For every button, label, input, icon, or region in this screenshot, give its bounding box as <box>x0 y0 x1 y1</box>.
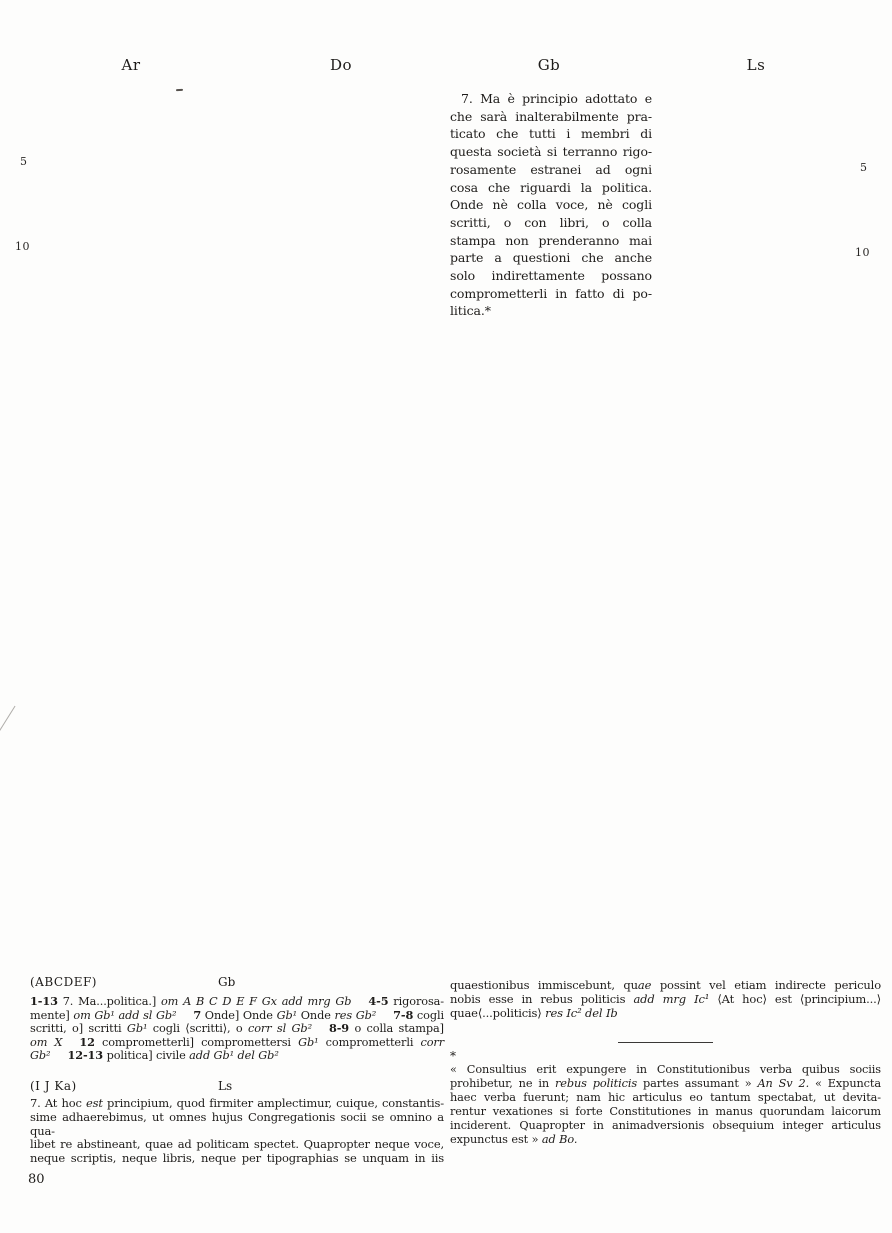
text-line: solo indirettamente possano <box>450 268 652 284</box>
text-line: Onde nè colla voce, nè cogli <box>450 197 652 213</box>
text-line: comprometterli in fatto di po- <box>450 285 652 301</box>
latin-line: 7. At hoc est principium, quod firmiter amplectimur, cuique, constantis- <box>30 1095 444 1110</box>
column-header-ar: Ar <box>121 56 141 74</box>
footnote-line: haec verba fuerunt; nam hic articulus eo tantum spectabat, ut devita- <box>450 1090 881 1104</box>
gb-passage <box>450 90 652 320</box>
apparatus-line: om X 12 comprometterli] compromettersi Gb¹ comprometterli corr <box>30 1034 445 1049</box>
column-header-ls: Ls <box>746 56 766 74</box>
latin-line: libet re abstineant, quae ad politicam spectet. Quapropter neque voce, <box>30 1137 444 1152</box>
text-line: litica.* <box>450 303 491 319</box>
text-line: cosa che riguardi la politica. <box>450 179 652 195</box>
apparatus-witnesses-label: (ABCDEF) <box>30 975 97 989</box>
margin-line-number-left-10: 10 <box>15 240 30 253</box>
footnote-separator <box>618 1042 713 1043</box>
footnote-line: inciderent. Quapropter in animadversionis obsequium integer articulus <box>450 1118 881 1132</box>
apparatus-line: 1-13 7. Ma...politica.] om A B C D E F Gx add mrg Gb 4-5 rigorosa- <box>30 994 444 1008</box>
ls-header <box>30 1079 444 1094</box>
latin-line: nobis esse in rebus politicis add mrg Ic¹ ⟨At hoc⟩ est ⟨principium...⟩ <box>450 992 881 1006</box>
ls-witnesses-label: (I J Ka) <box>30 1078 77 1093</box>
footnote-line: expunctus est » ad Bo. <box>450 1132 578 1146</box>
apparatus-line: Gb² 12-13 politica] civile add Gb¹ del Gb² <box>30 1048 279 1063</box>
column-header-do: Do <box>329 56 353 74</box>
text-line: questa società si terranno rigo- <box>450 144 652 160</box>
apparatus-left-column <box>30 975 444 1166</box>
margin-line-number-right-5: 5 <box>860 161 868 174</box>
latin-line: quae⟨...politicis⟩ res Ic² del Ib <box>450 1006 618 1020</box>
apparatus-line: scritti, o] scritti Gb¹ cogli ⟨scritti⟩, o corr sl Gb² 8-9 o colla stampa] <box>30 1021 444 1036</box>
ls-passage-right <box>450 978 881 1020</box>
page-number: 80 <box>28 1172 45 1187</box>
apparatus-siglum-label: Gb <box>218 975 236 989</box>
footnote-line: prohibetur, ne in rebus politicis partes assumant » An Sv 2. « Expuncta <box>450 1076 881 1090</box>
text-line: ticato che tutti i membri di <box>450 126 652 142</box>
margin-line-number-left-5: 5 <box>20 155 28 168</box>
footnote-text <box>450 1063 881 1146</box>
latin-line: neque scriptis, neque libris, neque per tipographias se unquam in iis <box>30 1151 444 1166</box>
footnote-line: rentur vexationes si forte Constitutiones in manus quorundam laicorum <box>450 1104 881 1118</box>
footnote-line: « Consultius erit expungere in Constitutionibus verba quibus sociis <box>450 1063 881 1076</box>
text-line: scritti, o con libri, o colla <box>450 214 652 230</box>
text-line: che sarà inalterabilmente pra- <box>450 108 652 124</box>
scan-artifact-scratch <box>0 706 16 737</box>
footnote-marker: * <box>450 1049 456 1063</box>
latin-line: quaestionibus immiscebunt, quae possint vel etiam indirecte periculo <box>450 978 881 992</box>
column-header-gb: Gb <box>537 56 561 74</box>
text-line: parte a questioni che anche <box>450 250 652 266</box>
ls-passage-left <box>30 1097 444 1166</box>
text-line: 7. Ma è principio adottato e <box>461 91 652 106</box>
margin-line-number-right-10: 10 <box>855 246 870 259</box>
text-line: rosamente estranei ad ogni <box>450 161 652 177</box>
apparatus-gb-entries <box>30 995 444 1063</box>
scan-artifact-dash <box>176 89 183 91</box>
text-line: stampa non prenderanno mai <box>450 232 652 248</box>
ls-siglum-label: Ls <box>218 1078 233 1093</box>
apparatus-gb-header <box>30 975 444 990</box>
apparatus-line: mente] om Gb¹ add sl Gb² 7 Onde] Onde Gb¹ Onde res Gb² 7-8 cogli <box>30 1007 445 1022</box>
latin-line: sime adhaerebimus, ut omnes hujus Congregationis socii se omnino a qua- <box>30 1109 444 1138</box>
apparatus-right-column <box>450 975 881 1146</box>
